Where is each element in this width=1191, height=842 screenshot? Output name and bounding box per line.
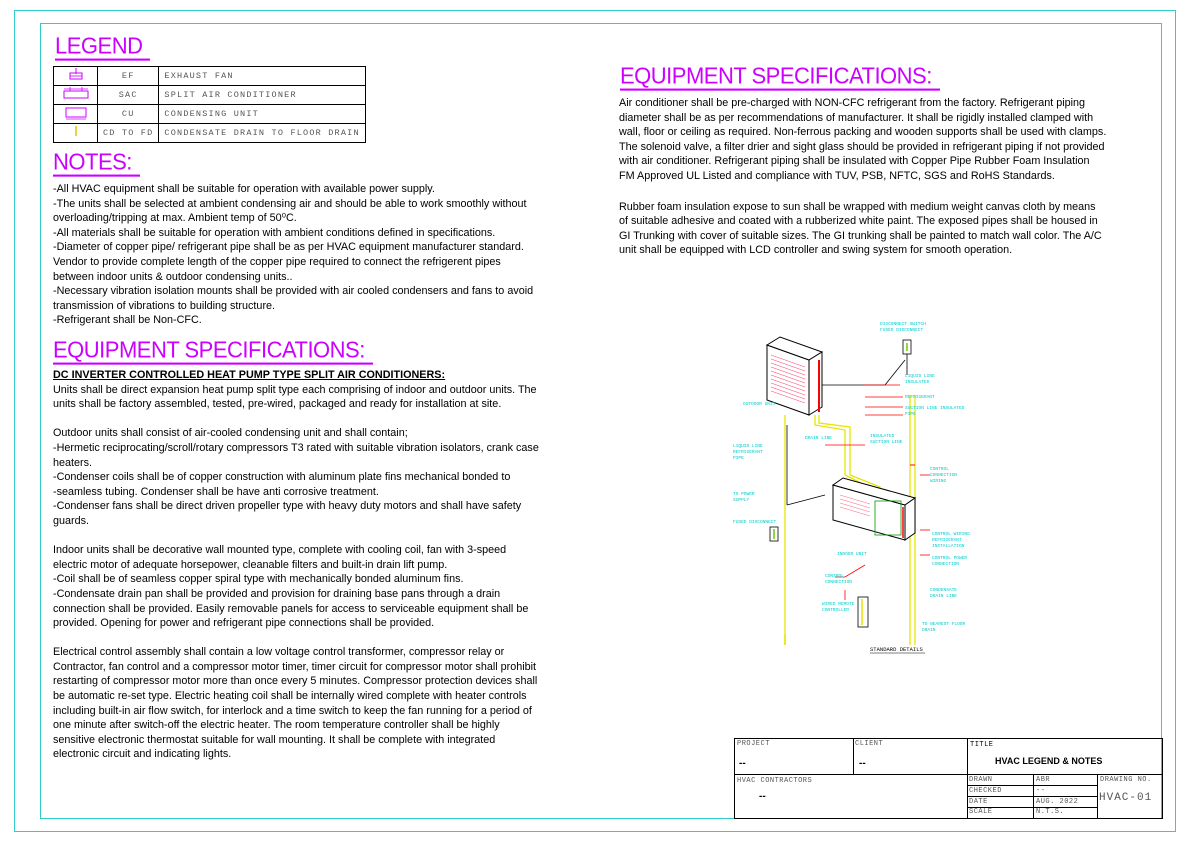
spec-right-text [619, 96, 1106, 258]
svg-text:WIRING: WIRING [930, 479, 947, 484]
svg-text:TO NEAREST FLOOR: TO NEAREST FLOOR [922, 622, 966, 627]
condensing-unit-icon [54, 105, 98, 124]
drain-icon [54, 124, 98, 143]
client-value: -- [859, 758, 866, 769]
spec-line: connection shall be provided. Easily removable panels for access to serviceable equipment shall be [53, 602, 529, 615]
spec-line: wall, floor or ceiling as required. Non-ferrous packing and wooden supports shall be used with clamps. [619, 126, 1107, 139]
legend-code: EF [98, 67, 159, 86]
svg-text:WIRED REMOTE: WIRED REMOTE [822, 602, 855, 607]
svg-text:CONTROL: CONTROL [930, 467, 949, 472]
spec-line: electric motor of adequate horsepower, cleanable filters and built-in drain lift pump. [53, 558, 448, 571]
split-ac-diagram [725, 315, 1005, 660]
scale-value: N.T.S. [1036, 808, 1065, 816]
svg-text:INSULATED: INSULATED [870, 434, 895, 439]
svg-text:SUCTION LINE: SUCTION LINE [870, 440, 903, 445]
contractor-label: HVAC CONTRACTORS [737, 777, 813, 785]
spec-line: sensitive electronic thermostat suitable for wall mounting. It shall be complete with integrated [53, 733, 496, 746]
spec-line: of suitable adhesive and coated with a rubberized white paint. The exposed pipes shall be housed in [619, 215, 1098, 228]
spec-line: -seamless tubing. Condenser shall be have anti corrosive treatment. [53, 485, 379, 498]
drawn-label: DRAWN [969, 776, 993, 784]
legend-title: LEGEND [55, 33, 150, 60]
legend-row [54, 67, 366, 86]
notes-line: -The units shall be selected at ambient condensing air and should be able to work smoothly without [53, 197, 527, 210]
date-label: DATE [969, 798, 988, 806]
svg-text:INDOOR UNIT: INDOOR UNIT [837, 552, 867, 557]
svg-text:DRAIN LINE: DRAIN LINE [930, 594, 958, 599]
spec-right-title: EQUIPMENT SPECIFICATIONS: [620, 63, 940, 90]
svg-text:FUSED DISCONNECT: FUSED DISCONNECT [880, 328, 924, 333]
spec-line: -Condenser coils shall be of copper construction with aluminum plate fins mechanical bonded to [53, 471, 511, 484]
svg-text:CONNECTION: CONNECTION [930, 473, 958, 478]
contractor-value: -- [759, 791, 766, 802]
spec-line: electronic circuit and indicating lights. [53, 748, 232, 761]
client-label: CLIENT [855, 740, 884, 748]
date-value: AUG. 2022 [1036, 798, 1079, 806]
drawing-no-value: HVAC-01 [1099, 792, 1153, 804]
svg-text:REFRIGERANT: REFRIGERANT [932, 538, 962, 543]
notes-line: transmission of vibrations to building structure. [53, 299, 276, 312]
title-value: HVAC LEGEND & NOTES [995, 756, 1103, 766]
split-ac-icon [54, 86, 98, 105]
svg-text:LIQUID LINE: LIQUID LINE [733, 444, 763, 449]
legend-desc: SPLIT AIR CONDITIONER [159, 86, 365, 105]
checked-value: -- [1036, 787, 1046, 795]
svg-text:SUCTION LINE INSULATED: SUCTION LINE INSULATED [905, 406, 965, 411]
spec-subtitle: DC INVERTER CONTROLLED HEAT PUMP TYPE SPLIT AIR CONDITIONERS: [53, 369, 446, 381]
svg-text:FUSED DISCONNECT: FUSED DISCONNECT [733, 520, 777, 525]
notes-line: -All materials shall be suitable for operation with ambient conditions defined in specifications. [53, 226, 496, 239]
checked-label: CHECKED [969, 787, 1002, 795]
spec-line: diameter shall be as per recommendations of manufacturer. It shall be rigidly installed clamped with [619, 111, 1094, 124]
spec-line: -Coil shall be of seamless copper spiral type with mechanically bonded aluminum fins. [53, 573, 464, 586]
svg-text:PIPE: PIPE [905, 412, 916, 417]
notes-line: Vendor to provide complete length of the copper pipe required to connect the refrigerent pipes [53, 255, 501, 268]
spec-line: heaters. [53, 456, 93, 469]
legend-desc: EXHAUST FAN [159, 67, 365, 86]
svg-text:SUPPLY: SUPPLY [733, 498, 750, 503]
title-label: TITLE [970, 741, 994, 749]
legend-row [54, 124, 366, 143]
svg-text:DRAIN: DRAIN [922, 628, 936, 633]
legend-table [53, 66, 366, 143]
spec-line: unit shall be equipped with LCD controller and swing system for smooth operation. [619, 244, 1013, 257]
spec-line: including built-in air flow switch, for interlock and a time switch to keep the fan running for a period of [53, 704, 532, 717]
notes-title: NOTES: [53, 149, 140, 176]
spec-line: Air conditioner shall be pre-charged with NON-CFC refrigerant from the factory. Refrigerant piping [619, 97, 1086, 109]
legend-desc: CONDENSING UNIT [159, 105, 365, 124]
title-block [734, 738, 1163, 819]
legend-code: CU [98, 105, 159, 124]
svg-text:REFRIGERANT: REFRIGERANT [905, 395, 935, 400]
notes-line: between indoor units & outdoor condensing units.. [53, 270, 293, 283]
exhaust-fan-icon [54, 67, 98, 86]
legend-row [54, 105, 366, 124]
notes-line: -Refrigerant shall be Non-CFC. [53, 314, 202, 327]
svg-text:CONTROL POWER: CONTROL POWER [932, 556, 968, 561]
svg-text:CONTROLLER: CONTROLLER [822, 608, 850, 613]
spec-line: restarting of compressor motor more than once every 5 minutes. Compressor protection devices shall [53, 675, 538, 688]
svg-text:INSTALLATION: INSTALLATION [932, 544, 965, 549]
svg-text:OUTDOOR UNIT: OUTDOOR UNIT [743, 402, 776, 407]
spec-line: with air conditioner. Refrigerant piping shall be insulated with Copper Pipe Rubber Foam Insulation [619, 155, 1090, 168]
notes-text [53, 182, 533, 328]
svg-text:LIQUID LINE: LIQUID LINE [905, 374, 935, 379]
legend-code: CD TO FD [98, 124, 159, 143]
spec-line: -Condenser fans shall be direct driven propeller type with heavy duty motors and shall have safety [53, 500, 522, 513]
notes-line: overloading/tripping at max. Ambient temp of 50⁰C. [53, 212, 297, 225]
spec-line: provided. Opening for power and refrigerant pipe connections shall be provided. [53, 617, 435, 630]
spec-line: be automatic re-set type. Electric heating coil shall be internally wired complete with heater controls [53, 690, 527, 703]
spec-line: Units shall be direct expansion heat pump split type each comprising of indoor and outdoor units. The [53, 383, 537, 396]
legend-code: SAC [98, 86, 159, 105]
svg-text:CONDENSATE: CONDENSATE [930, 588, 958, 593]
project-value: -- [739, 758, 746, 769]
notes-line: -Diameter of copper pipe/ refrigerant pipe shall be as per HVAC equipment manufacturer standard. [53, 241, 524, 254]
spec-left-text [53, 368, 539, 762]
spec-left-title: EQUIPMENT SPECIFICATIONS: [53, 337, 373, 364]
spec-line: FM Approved UL Listed and compliance with TUV, PSB, NFTC, SGS and RoHS Standards. [619, 169, 1055, 182]
svg-text:TO POWER: TO POWER [733, 492, 755, 497]
spec-line: Electrical control assembly shall contain a low voltage control transformer, compressor relay or [53, 646, 505, 659]
spec-line: units shall be factory assembled, tested, pre-wired, packaged and ready for installation at site. [53, 398, 502, 411]
svg-text:CONNECTION: CONNECTION [932, 562, 960, 567]
spec-line: The solenoid valve, a filter drier and sight glass should be provided in refrigerant piping if not provided [619, 140, 1105, 153]
spec-line: Outdoor units shall consist of air-cooled condensing unit and shall contain; [53, 427, 408, 440]
spec-line: GI Trunking with cover of suitable sizes. The GI trunking shall be painted to match wall color. The A/C [619, 229, 1102, 242]
project-label: PROJECT [737, 740, 770, 748]
outdoor-unit [767, 337, 905, 415]
spec-line: Rubber foam insulation expose to sun shall be wrapped with medium weight canvas cloth by means [619, 200, 1096, 213]
svg-text:DRAIN LINE: DRAIN LINE [805, 436, 833, 441]
notes-line: -All HVAC equipment shall be suitable for operation with available power supply. [53, 183, 435, 195]
spec-line: Contractor, fan control and a compressor motor timer, timer circuit for compressor motor shall prohibit [53, 660, 537, 673]
diagram-caption: STANDARD DETAILS [870, 646, 923, 653]
svg-text:CONNECTION: CONNECTION [825, 580, 853, 585]
svg-text:CONTROL WIRING: CONTROL WIRING [932, 532, 970, 537]
spec-line: guards. [53, 514, 90, 527]
legend-desc: CONDENSATE DRAIN TO FLOOR DRAIN [159, 124, 365, 143]
legend-row [54, 86, 366, 105]
drawing-no-label: DRAWING NO. [1100, 776, 1152, 784]
spec-line: -Hermetic reciprocating/scroll/rotary compressors T3 rated with suitable vibration isolators, crank case [53, 441, 539, 454]
spec-line: one minute after switch-off the electric heater. The room temperature controller shall be highly [53, 719, 500, 732]
indoor-unit [833, 478, 915, 540]
scale-label: SCALE [969, 808, 993, 816]
svg-text:PIPE: PIPE [733, 456, 744, 461]
svg-text:INSULATED: INSULATED [905, 380, 930, 385]
svg-text:REFRIGERANT: REFRIGERANT [733, 450, 763, 455]
svg-text:DISCONNECT SWITCH: DISCONNECT SWITCH [880, 322, 926, 327]
drawn-value: ABR [1036, 776, 1051, 784]
notes-line: -Necessary vibration isolation mounts shall be provided with air cooled condensers and fans to avoid [53, 285, 534, 298]
spec-line: -Condensate drain pan shall be provided and provision for draining base pans through a drain [53, 587, 501, 600]
svg-text:CONTROL: CONTROL [825, 574, 844, 579]
spec-line: Indoor units shall be decorative wall mounted type, complete with cooling coil, fan with 3-speed [53, 544, 507, 557]
